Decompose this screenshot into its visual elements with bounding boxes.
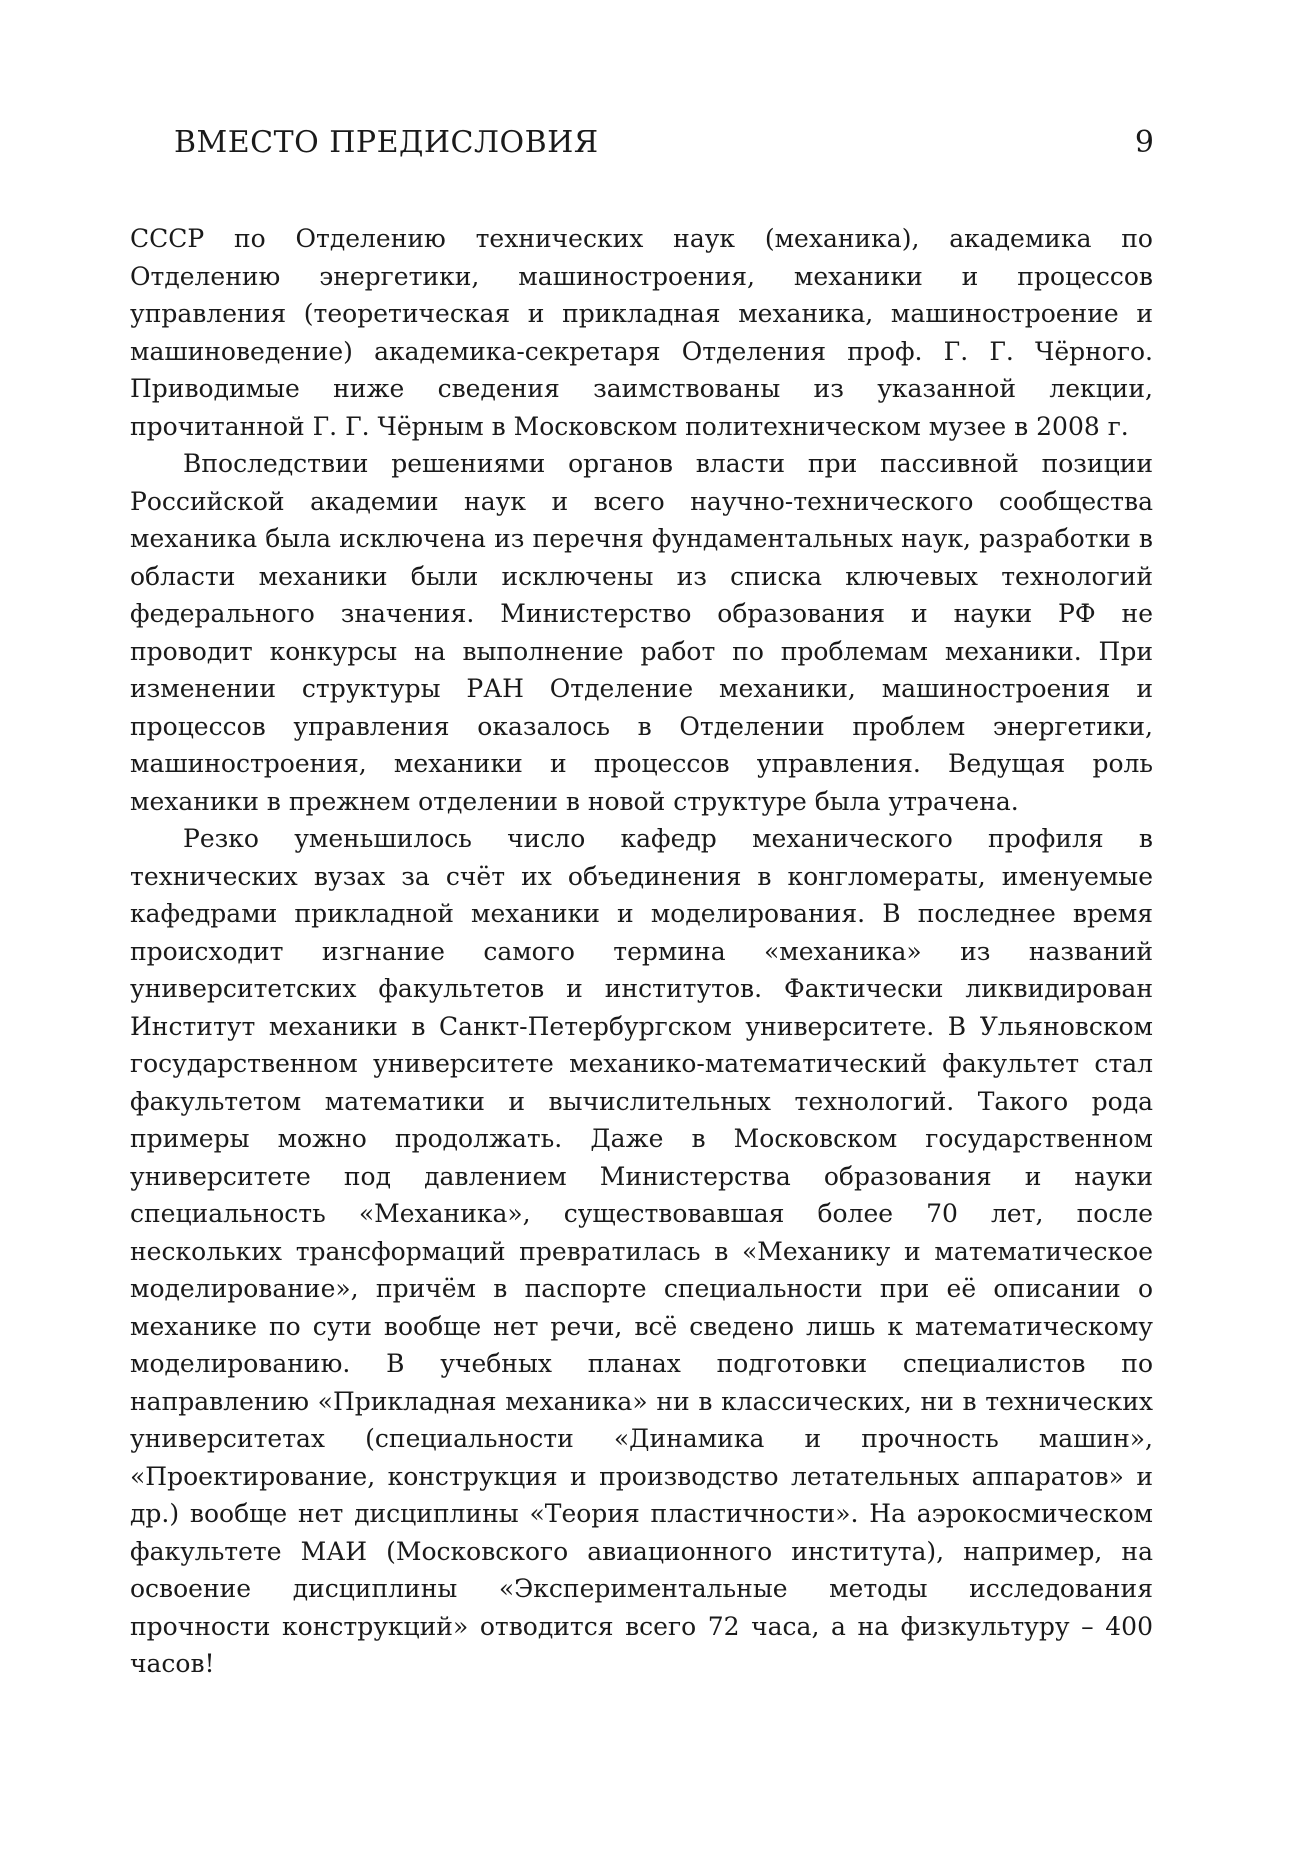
- running-title: ВМЕСТО ПРЕДИСЛОВИЯ: [174, 125, 599, 160]
- page-number: 9: [1134, 125, 1154, 160]
- paragraph-continuation: СССР по Отделению технических наук (механика), академика по Отделению энергетики, машиностроения, механики и процессов управления (теоретическая и прикладная механика, машиностроение и машиноведение) академика-секретаря Отделения проф. Г. Г. Чёрного. Приводимые ниже сведения заимствованы из указанной лекции, прочитанной Г. Г. Чёрным в Московском политехническом музее в 2008 г.: [130, 224, 1153, 441]
- paragraph: Резко уменьшилось число кафедр механического профиля в технических вузах за счёт их объединения в конгломераты, именуемые кафедрами прикладной механики и моделирования. В последнее время происходит изгнание самого термина «механика» из названий университетских факультетов и институтов. Фактически ликвидирован Институт механики в Санкт-Петербургском университете. В Ульяновском государственном университете механико-математический факультет стал факультетом математики и вычислительных технологий. Такого рода примеры можно продолжать. Даже в Московском государственном университете под давлением Министерства образования и науки специальность «Механика», существовавшая более 70 лет, после нескольких трансформаций превратилась в «Механику и математическое моделирование», причём в паспорте специальности при её описании о механике по сути вообще нет речи, всё сведено лишь к математическому моделированию. В учебных планах подготовки специалистов по направлению «Прикладная механика» ни в классических, ни в технических университетах (специальности «Динамика и прочность машин», «Проектирование, конструкция и производство летательных аппаратов» и др.) вообще нет дисциплины «Теория пластичности». На аэрокосмическом факультете МАИ (Московского авиационного института), например, на освоение дисциплины «Экспериментальные методы исследования прочности конструкций» отводится всего 72 часа, а на физкультуру – 400 часов!: [130, 824, 1153, 1678]
- body-text: [130, 220, 1153, 1683]
- paragraph: Впоследствии решениями органов власти при пассивной позиции Российской академии наук и всего научно-технического сообщества механика была исключена из перечня фундаментальных наук, разработки в области механики были исключены из списка ключевых технологий федерального значения. Министерство образования и науки РФ не проводит конкурсы на выполнение работ по проблемам механики. При изменении структуры РАН Отделение механики, машиностроения и процессов управления оказалось в Отделении проблем энергетики, машиностроения, механики и процессов управления. Ведущая роль механики в прежнем отделении в новой структуре была утрачена.: [130, 449, 1153, 816]
- running-header: [174, 118, 1154, 168]
